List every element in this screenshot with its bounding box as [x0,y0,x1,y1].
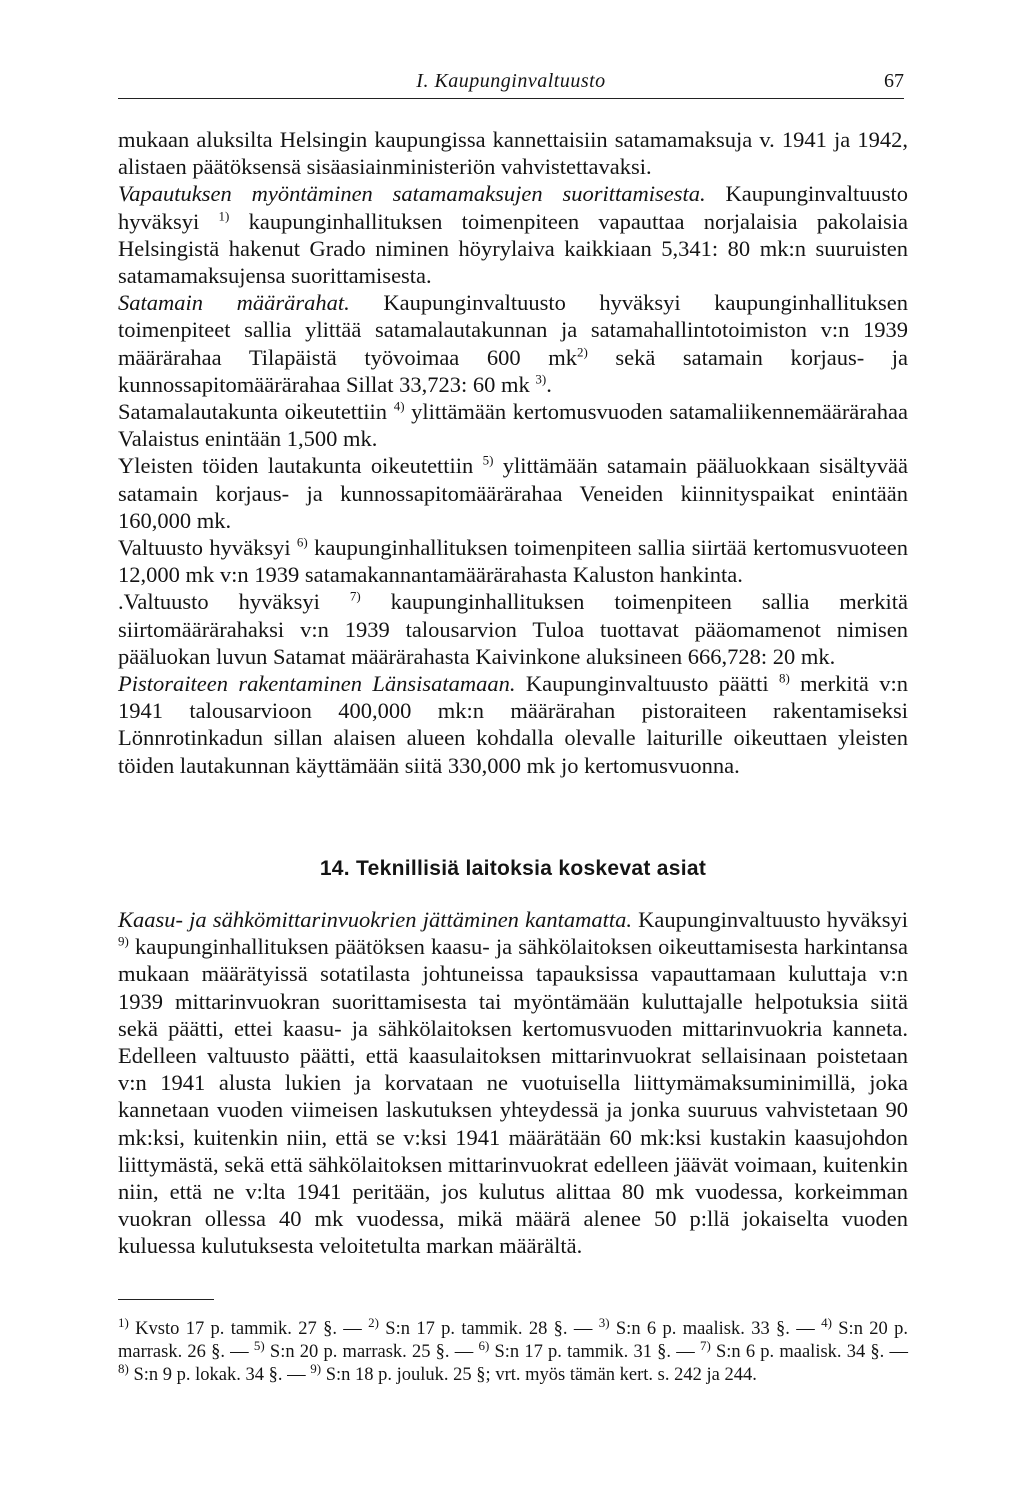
footnote-text: S:n 17 p. tammik. 28 §. — [378,1319,599,1339]
paragraph-text: mukaan aluksilta Helsingin kaupungissa kannettaisiin satamamaksuja v. 1941 ja 1942, alistaen päätöksensä sisäasiainministeriön vahvistettavaksi. [118,127,908,180]
paragraph-text: sekä satamain korjaus- ja kunnossapitomäärärahaa Sillat 33,723: 60 mk [118,344,909,397]
paragraph [118,588,908,670]
footnote-text: Kvsto 17 p. tammik. 27 §. — [128,1319,369,1339]
paragraph-text: Satamalautakunta oikeutettiin [118,399,394,425]
footnote-marker: 1) [118,1314,129,1330]
footnote-ref: 2) [576,344,588,360]
paragraph-text: ylittämään satamain pääluokkaan sisältyvää satamain korjaus- ja kunnossapitomäärärahaa Veneiden kiinnityspaikat enintään 160,000 mk. [118,453,908,533]
paragraph [118,289,908,398]
footnote-divider [118,1299,214,1300]
paragraph-heading: Pistoraiteen rakentaminen Länsisatamaan. [118,671,516,697]
paragraph-text: merkitä v:n 1941 talousarvioon 400,000 mk:n määrärahan pistoraiteen rakentamiseksi Lönnrotinkadun sillan alaisen alueen kohdalla olevalle laiturille oikeuttaen yleisten töiden lautakunnan käyttämään siitä 330,000 mk jo kertomusvuonna. [118,671,908,778]
paragraph-heading: Vapautuksen myöntäminen satamamaksujen suorittamisesta. [118,181,706,207]
running-header [118,68,904,99]
footnote-ref: 3) [535,371,547,387]
footnote-marker: 4) [821,1314,832,1330]
paragraph-heading: Kaasu- ja sähkömittarinvuokrien jättäminen kantamatta. [118,907,632,932]
footnote-text: S:n 6 p. maalisk. 34 §. — [710,1342,908,1362]
section-heading: 14. Teknillisiä laitoksia koskevat asiat [319,857,707,880]
paragraph [118,126,908,180]
footnote-ref: 6) [296,534,308,550]
paragraph-text: . [546,371,552,397]
footnote-text: S:n 17 p. tammik. 31 §. — [489,1342,700,1362]
footnote-marker: 7) [699,1337,711,1353]
footnote-text: S:n 20 p. marrask. 26 §. — [118,1319,908,1362]
footnote-ref: 7) [349,588,361,604]
footnote-marker: 2) [368,1314,379,1330]
paragraph-text: Kaupunginvaltuusto päätti [515,671,779,697]
footnote-ref: 8) [779,670,790,686]
footnote-marker: 5) [253,1337,265,1353]
paragraph [118,452,908,534]
footnote-text: S:n 9 p. lokak. 34 §. — [128,1365,311,1385]
paragraph-text: kaupunginhallituksen päätöksen kaasu- ja sähkölaitoksen oikeuttamisesta harkintansa mukaan määrätyissä sotatilasta johtuneissa tapauksissa vapauttamaan kuluttaja v:n 1939 mittarinvuokran suorittamisesta tai myöntämään kuluttajalle helpotuksia siitä sekä päätti, ettei kaasu- ja sähkölaitoksen kertomusvuoden mittarinvuokria kanneta. Edelleen valtuusto päätti, että kaasulaitoksen mittarinvuokrat sellaisinaan poistetaan v:n 1941 alusta lukien ja korvataan ne vuotuisella liittymämaksuminimillä, joka kannetaan vuoden viimeisen laskutuksen yhteydessä ja jonka suuruus vahvistetaan 90 mk:ksi, kuitenkin niin, että se v:ksi 1941 määrätään 60 mk:ksi kustakin kaasujohdon liittymästä, sekä että sähkölaitoksen mittarinvuokrat edelleen jäävät voimaan, kuitenkin niin, että ne v:lta 1941 peritään, jos kulutus alittaa 80 mk vuodessa, korkeimman vuokran ollessa 40 mk vuodessa, mikä määrä alenee 50 p:llä jokaiselta vuoden kuluessa kulutuksesta veloitetulta markan määrältä. [118,934,908,1259]
footnote-marker: 8) [118,1360,129,1376]
paragraph [118,534,908,588]
footnote-ref: 5) [482,452,494,468]
footnote-text: S:n 20 p. marrask. 25 §. — [264,1342,479,1362]
section-harbour-text [118,126,908,779]
paragraph-text: Kaupunginvaltuusto hyväksyi [118,181,908,234]
running-title: I. Kaupunginvaltuusto [416,70,606,92]
footnote-ref: 9) [118,933,129,949]
footnote-marker: 6) [478,1337,490,1353]
paragraph-heading: Satamain määrärahat. [118,290,350,316]
paragraph-text: .Valtuusto hyväksyi [118,589,350,615]
paragraph-text: Yleisten töiden lautakunta oikeutettiin [118,453,483,479]
page-number: 67 [884,70,904,92]
footnote-marker: 3) [598,1314,610,1330]
paragraph-text: kaupunginhallituksen toimenpiteen vapauttaa norjalaisia pakolaisia Helsingistä hakenut Grado niminen höyrylaiva kaikkiaan 5,341: 80 mk:n suuruisten satamamaksujensa suorittamisesta. [118,208,908,289]
paragraph-text: Valtuusto hyväksyi [118,535,297,561]
paragraph-text: kaupunginhallituksen toimenpiteen sallia merkitä siirtomäärärahaksi v:n 1939 talousarvion Tuloa tuottavat pääomamenot nimisen pääluokan luvun Satamat määrärahasta Kaivinkone aluksineen 666,728: 20 mk. [118,589,909,669]
paragraph-text: kaupunginhallituksen toimenpiteen sallia siirtää kertomusvuoteen 12,000 mk v:n 1939 satamakannantamäärärahasta Kaluston hankinta. [118,535,908,588]
footnote-ref: 4) [393,398,405,414]
paragraph [118,906,908,1260]
paragraph-text: Kaupunginvaltuusto hyväksyi [631,907,908,932]
paragraph-text: Kaupunginvaltuusto hyväksyi kaupunginhallituksen toimenpiteet sallia ylittää satamalautakunnan ja satamahallintotoimiston v:n 1939 määrärahaa Tilapäistä työvoimaa 600 mk [118,290,909,370]
paragraph-text: ylittämään kertomusvuoden satamaliikennemäärärahaa Valaistus enintään 1,500 mk. [118,399,909,452]
section-technical-text [118,906,908,1260]
footnote-ref: 1) [218,208,230,224]
footnotes [118,1314,908,1387]
footnote-block [118,1314,908,1387]
paragraph [118,180,908,289]
footnote-text: S:n 6 p. maalisk. 33 §. — [609,1319,822,1339]
paragraph [118,398,908,452]
footnote-text: S:n 18 p. jouluk. 25 §; vrt. myös tämän kert. s. 242 ja 244. [321,1365,757,1385]
paragraph [118,670,908,779]
footnote-marker: 9) [310,1360,322,1376]
